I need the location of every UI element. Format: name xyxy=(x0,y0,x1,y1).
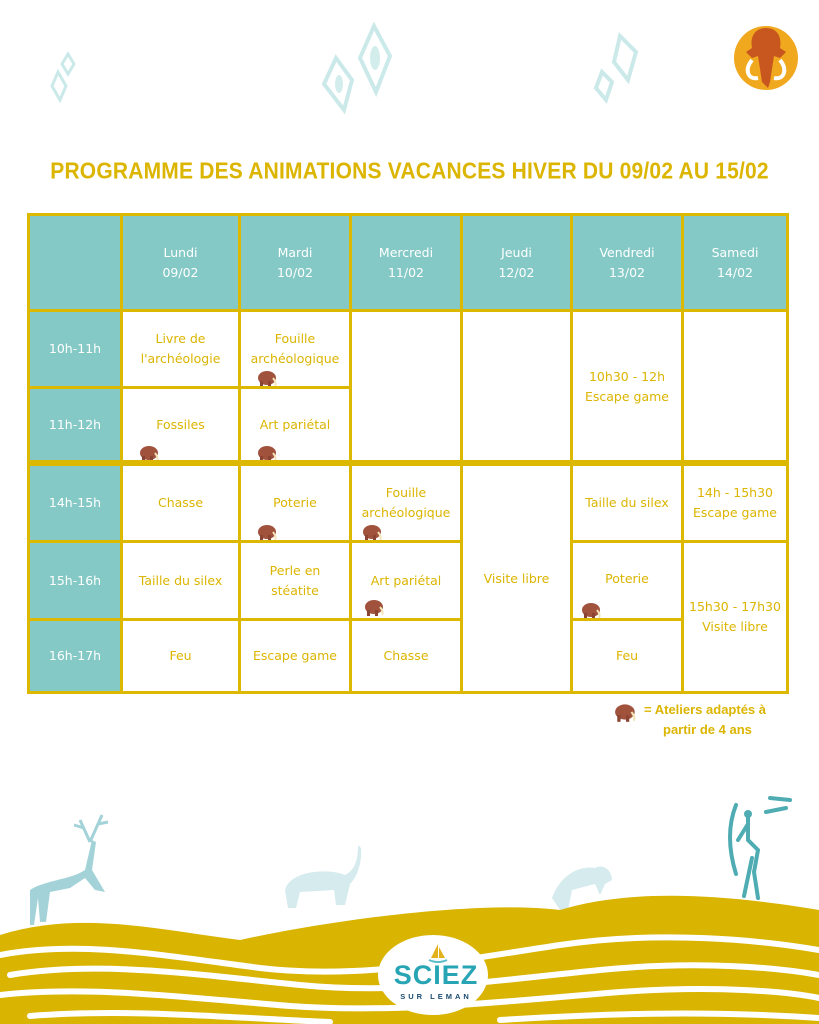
mammoth-icon xyxy=(581,601,603,619)
day-name: Lundi xyxy=(163,244,198,260)
header-day-mardi xyxy=(238,213,352,312)
day-date: 11/02 xyxy=(387,264,425,280)
time-11h xyxy=(27,386,123,464)
activity-time: 14h - 15h30 xyxy=(696,485,774,500)
header-day-jeudi xyxy=(460,213,573,312)
activity-label: Art pariétal xyxy=(370,572,442,588)
day-date: 14/02 xyxy=(716,264,754,280)
day-name: Jeudi xyxy=(501,244,532,260)
time-10h xyxy=(27,309,123,389)
mammoth-icon xyxy=(257,369,279,387)
activity-label: Livre de l'archéologie xyxy=(140,331,221,366)
activity-label: Perle en stéatite xyxy=(269,562,321,598)
activity-cell xyxy=(120,618,241,694)
empty-cell xyxy=(349,309,463,464)
activity-cell xyxy=(681,463,789,543)
diamond-decoration-right xyxy=(592,32,642,104)
diamond-decoration-center xyxy=(318,22,398,114)
activity-label: Escape game xyxy=(692,505,777,520)
activity-cell xyxy=(238,386,352,464)
day-name: Mercredi xyxy=(378,244,434,260)
time-15h xyxy=(27,540,123,621)
diamond-decoration-left xyxy=(48,50,80,105)
header-day-mercredi xyxy=(349,213,463,312)
activity-cell xyxy=(238,618,352,694)
activity-cell xyxy=(120,386,241,464)
activity-cell xyxy=(238,309,352,389)
deer-icon xyxy=(30,815,108,925)
activity-cell xyxy=(238,463,352,543)
mammoth-icon xyxy=(614,702,638,722)
activity-label: Art pariétal xyxy=(259,417,331,432)
activity-cell xyxy=(570,618,684,694)
time-label: 10h-11h xyxy=(48,341,102,356)
header-day-lundi xyxy=(120,213,241,312)
mammoth-icon xyxy=(362,523,384,541)
empty-cell xyxy=(681,309,789,464)
legend-line-2: partir de 4 ans xyxy=(663,722,752,737)
activity-label: Visite libre xyxy=(702,619,768,634)
time-label: 15h-16h xyxy=(48,572,102,588)
page-title: PROGRAMME DES ANIMATIONS VACANCES HIVER DU 09/02 AU 15/02 xyxy=(50,158,769,185)
header-day-vendredi xyxy=(570,213,684,312)
activity-cell xyxy=(120,309,241,389)
activity-cell xyxy=(570,463,684,543)
activity-time: 15h30 - 17h30 xyxy=(689,599,781,614)
activity-label: Feu xyxy=(615,648,639,663)
time-label: 16h-17h xyxy=(48,648,102,663)
time-14h xyxy=(27,463,123,543)
day-name: Mardi xyxy=(277,244,313,260)
logo-name: SCIEZ xyxy=(393,960,479,990)
activity-cell xyxy=(349,540,463,621)
time-label: 11h-12h xyxy=(48,417,102,432)
schedule-table xyxy=(27,213,789,694)
activity-label: Feu xyxy=(169,648,192,663)
activity-cell xyxy=(570,309,684,464)
activity-cell xyxy=(349,463,463,543)
activity-cell xyxy=(349,618,463,694)
activity-label: Visite libre xyxy=(483,570,550,586)
time-16h xyxy=(27,618,123,694)
day-date: 10/02 xyxy=(276,264,314,280)
activity-label: Fouille archéologique xyxy=(361,485,451,520)
logo-subtitle: SUR LEMAN xyxy=(400,992,472,1001)
mammoth-icon xyxy=(364,598,386,616)
mammoth-logo-icon xyxy=(730,22,802,96)
day-date: 12/02 xyxy=(498,264,535,280)
header-corner xyxy=(27,213,123,312)
activity-label: Escape game xyxy=(584,388,669,404)
activity-label: Poterie xyxy=(273,495,317,510)
activity-cell xyxy=(120,463,241,543)
activity-label: Fouille archéologique xyxy=(250,331,340,366)
header-day-samedi xyxy=(681,213,789,312)
time-label: 14h-15h xyxy=(48,495,102,510)
empty-cell xyxy=(460,309,573,464)
activity-label: Fossiles xyxy=(156,417,205,432)
activity-cell xyxy=(460,463,573,694)
activity-label: Escape game xyxy=(252,648,337,663)
activity-label: Taille du silex xyxy=(585,495,669,510)
activity-cell xyxy=(238,540,352,621)
activity-cell xyxy=(570,540,684,621)
day-name: Samedi xyxy=(711,244,759,260)
legend-line-1: = Ateliers adaptés à xyxy=(644,702,766,717)
mammoth-icon xyxy=(257,523,279,541)
activity-label: Chasse xyxy=(157,495,204,510)
activity-cell xyxy=(120,540,241,621)
activity-label: Poterie xyxy=(605,571,649,586)
activity-label: Taille du silex xyxy=(138,572,223,588)
day-date: 13/02 xyxy=(608,264,646,280)
activity-time: 10h30 - 12h xyxy=(588,368,666,384)
activity-label: Chasse xyxy=(383,648,429,663)
activity-cell xyxy=(681,540,789,694)
day-name: Vendredi xyxy=(599,244,655,260)
day-date: 09/02 xyxy=(162,264,199,280)
